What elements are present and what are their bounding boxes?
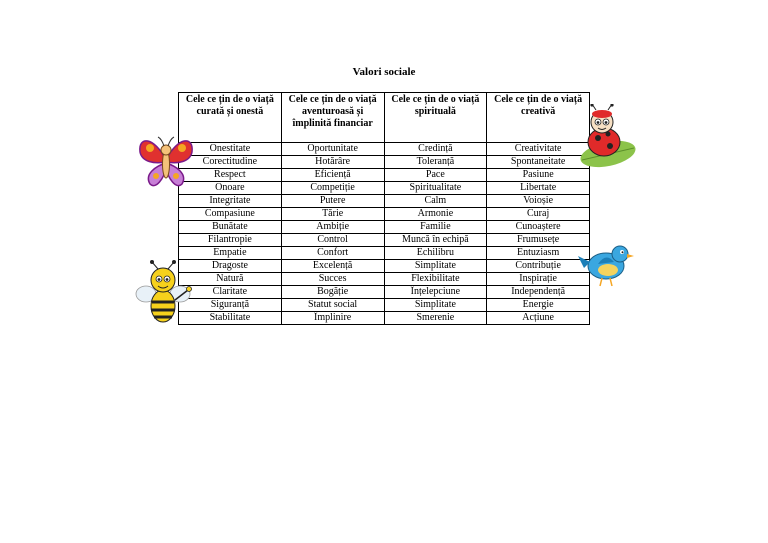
table-cell: Curaj [487,208,590,221]
table-cell: Muncă în echipă [384,234,487,247]
table-cell: Pace [384,169,487,182]
table-cell: Spontaneitate [487,156,590,169]
table-cell: Flexibilitate [384,273,487,286]
table-cell: Oportunitate [281,143,384,156]
table-cell: Independență [487,286,590,299]
table-cell: Frumusețe [487,234,590,247]
table-cell: Bunătate [179,221,282,234]
table-cell: Credință [384,143,487,156]
table-row [179,247,590,260]
table-cell: Entuziasm [487,247,590,260]
table-cell: Libertate [487,182,590,195]
column-header-spiritual-life: Cele ce țin de o viață spirituală [384,93,487,143]
table-cell: Stabilitate [179,312,282,325]
table-cell: Statut social [281,299,384,312]
table-cell: Energie [487,299,590,312]
table-cell: Înțelepciune [384,286,487,299]
table-cell: Simplitate [384,260,487,273]
table-cell: Acțiune [487,312,590,325]
table-cell: Putere [281,195,384,208]
table-cell: Compasiune [179,208,282,221]
values-table [178,92,590,325]
table-row [179,286,590,299]
table-header-row [179,93,590,143]
bee-illustration [132,260,196,328]
table-cell: Hotărâre [281,156,384,169]
table-row [179,143,590,156]
table-cell: Armonie [384,208,487,221]
column-header-adventurous-life: Cele ce țin de o viață aventuroasă și împlinită financiar [281,93,384,143]
table-cell: Tărie [281,208,384,221]
table-row [179,273,590,286]
table-cell: Simplitate [384,299,487,312]
page-title: Valori sociale [352,66,416,78]
table-cell: Succes [281,273,384,286]
table-row [179,156,590,169]
table-row [179,234,590,247]
table-cell: Toleranță [384,156,487,169]
table-row [179,260,590,273]
table-row [179,182,590,195]
table-cell: Familie [384,221,487,234]
table-cell: Filantropie [179,234,282,247]
table-cell: Natură [179,273,282,286]
table-row [179,169,590,182]
table-cell: Ambiție [281,221,384,234]
table-cell: Spiritualitate [384,182,487,195]
table-cell: Voioșie [487,195,590,208]
table-row [179,299,590,312]
table-row [179,195,590,208]
table-cell: Pasiune [487,169,590,182]
table-cell: Integritate [179,195,282,208]
bird-illustration [576,238,636,292]
column-header-creative-life: Cele ce țin de o viață creativă [487,93,590,143]
table-cell: Claritate [179,286,282,299]
table-cell: Cunoaștere [487,221,590,234]
table-cell: Corectitudine [179,156,282,169]
table-cell: Onoare [179,182,282,195]
table-cell: Excelență [281,260,384,273]
table-cell: Creativitate [487,143,590,156]
table-cell: Inspirație [487,273,590,286]
table-cell: Dragoste [179,260,282,273]
table-cell: Eficiență [281,169,384,182]
table-cell: Calm [384,195,487,208]
column-header-clean-life: Cele ce țin de o viață curată și onestă [179,93,282,143]
table-row [179,221,590,234]
table-cell: Confort [281,247,384,260]
table-cell: Echilibru [384,247,487,260]
table-body [179,143,590,325]
table-cell: Empatie [179,247,282,260]
butterfly-illustration [136,132,196,190]
ladybug-illustration [568,104,636,170]
table-cell: Control [281,234,384,247]
table-cell: Respect [179,169,282,182]
table-cell: Smerenie [384,312,487,325]
table-row [179,312,590,325]
table-cell: Contribuție [487,260,590,273]
table-cell: Împlinire [281,312,384,325]
table-cell: Siguranță [179,299,282,312]
table-row [179,208,590,221]
table-cell: Onestitate [179,143,282,156]
table-cell: Competiție [281,182,384,195]
table-cell: Bogăție [281,286,384,299]
